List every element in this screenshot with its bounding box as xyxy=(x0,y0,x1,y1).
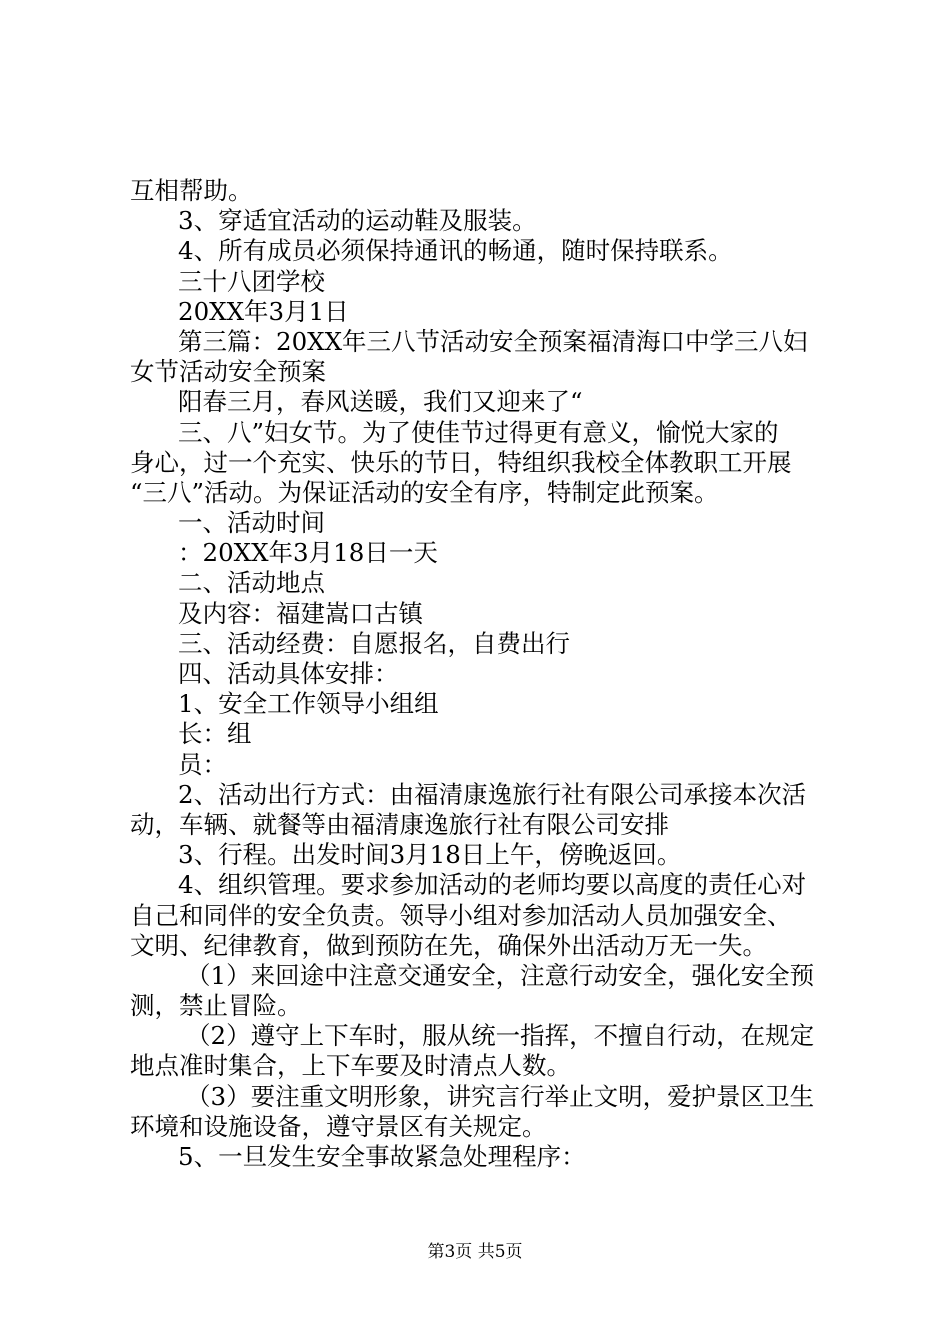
text-line: 测，禁止冒险。 xyxy=(130,991,302,1021)
text-line: 动，车辆、就餐等由福清康逸旅行社有限公司安排 xyxy=(130,809,669,839)
text-line: 二、活动地点 xyxy=(178,568,325,598)
text-line: 4、组织管理。要求参加活动的老师均要以高度的责任心对 xyxy=(178,870,807,900)
text-line: ：20XX年3月18日一天 xyxy=(178,538,438,568)
text-line: 员： xyxy=(178,749,227,779)
text-line: 三、活动经费：自愿报名，自费出行 xyxy=(178,628,570,658)
text-line: 一、活动时间 xyxy=(178,508,325,538)
text-line: 及内容：福建嵩口古镇 xyxy=(178,598,423,628)
text-line: 地点准时集合，上下车要及时清点人数。 xyxy=(130,1051,571,1081)
text-line: 4、所有成员必须保持通讯的畅通，随时保持联系。 xyxy=(178,236,733,266)
text-line: 三、八”妇女节。为了使佳节过得更有意义，愉悦大家的 xyxy=(178,417,779,447)
document-body xyxy=(130,176,830,1172)
signature-date: 20XX年3月1日 xyxy=(178,296,349,326)
text-line: 3、穿适宜活动的运动鞋及服装。 xyxy=(178,206,537,236)
text-line: “三八”活动。为保证活动的安全有序，特制定此预案。 xyxy=(130,477,719,507)
text-line: 自己和同伴的安全负责。领导小组对参加活动人员加强安全、 xyxy=(130,900,792,930)
section-heading-cont: 女节活动安全预案 xyxy=(130,357,326,387)
text-line: 1、安全工作领导小组组 xyxy=(178,689,439,719)
text-line: 5、一旦发生安全事故紧急处理程序： xyxy=(178,1142,586,1171)
text-line: 互相帮助。 xyxy=(130,176,253,205)
text-line: （3）要注重文明形象，讲究言行举止文明，爱护景区卫生 xyxy=(186,1081,815,1111)
text-line: 长：组 xyxy=(178,719,252,749)
section-heading: 第三篇：20XX年三八节活动安全预案福清海口中学三八妇 xyxy=(178,326,808,356)
text-line: 阳春三月，春风送暖，我们又迎来了“ xyxy=(178,387,583,417)
text-line: 文明、纪律教育，做到预防在先，确保外出活动万无一失。 xyxy=(130,930,767,960)
text-line: （2）遵守上下车时，服从统一指挥，不擅自行动，在规定 xyxy=(186,1021,815,1051)
signature-school: 三十八团学校 xyxy=(178,266,325,296)
text-line: 2、活动出行方式：由福清康逸旅行社有限公司承接本次活 xyxy=(178,779,807,809)
text-line: 环境和设施设备，遵守景区有关规定。 xyxy=(130,1111,547,1141)
page-number-footer: 第3页 共5页 xyxy=(427,1242,523,1262)
text-line: 四、活动具体安排： xyxy=(178,659,399,688)
text-line: 身心，过一个充实、快乐的节日，特组织我校全体教职工开展 xyxy=(130,447,792,477)
text-line: 3、行程。出发时间3月18日上午，傍晚返回。 xyxy=(178,840,682,870)
text-line: （1）来回途中注意交通安全，注意行动安全，强化安全预 xyxy=(186,960,815,990)
